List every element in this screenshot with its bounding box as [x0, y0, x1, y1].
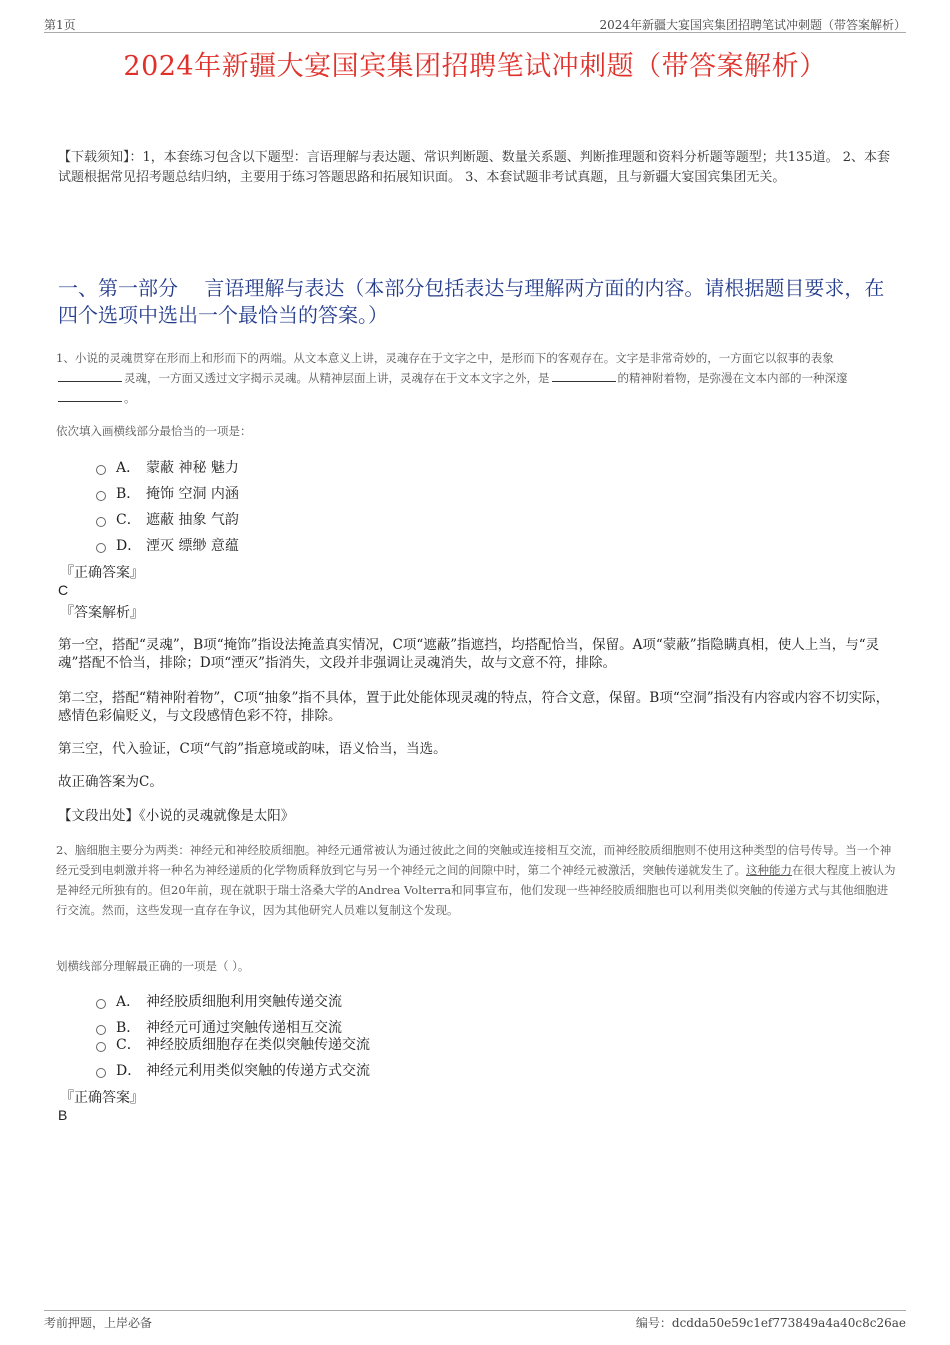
page-header — [44, 14, 906, 33]
option-text: 遮蔽 抽象 气韵 — [146, 512, 239, 528]
option-letter: D． — [116, 1063, 142, 1079]
option-letter: B． — [116, 1020, 141, 1036]
footer-slogan: 考前押题，上岸必备 — [44, 1316, 153, 1330]
radio-icon[interactable] — [96, 543, 106, 553]
option-text: 掩饰 空洞 内涵 — [146, 486, 239, 502]
page-number: 第1页 — [44, 18, 76, 32]
q2-text-part: 2、脑细胞主要分为两类：神经元和神经胶质细胞。神经元通常被认为通过彼此之间的突触或连接相互交流，而神经胶质细胞则不使用这种类型的信号传导。当一个神经元受到电刺激并将一种名为神经递质的化学物质释放到它与另一个神经元之间的间隙中时，第二个神经元被激活，突触传递就发生了。 — [56, 843, 892, 877]
q2-text-part: 在很大程度上被认为是神经元所独有的。但20年前，现在就职于瑞士洛桑大学的Andrea Volterra和同事宣布，他们发现一些神经胶质细胞也可以利用类似突触的传递方式与其他细胞进行交流。然而，这些发现一直存在争议，因为其他研究人员难以复制这个发现。 — [56, 863, 896, 917]
q1-analysis-paragraph: 第一空，搭配“灵魂”，B项“掩饰”指设法掩盖真实情况，C项“遮蔽”指遮挡，均搭配恰当，保留。A项“蒙蔽”指隐瞒真相，使人上当，与“灵魂”搭配不恰当，排除；D项“湮灭”指消失，文段并非强调让灵魂消失，故与文意不符，排除。 — [58, 637, 880, 671]
q1-option-b[interactable] — [96, 483, 239, 503]
q1-text-part: 1、小说的灵魂贯穿在形而上和形而下的两端。从文本意义上讲，灵魂存在于文字之中，是形而下的客观存在。文字是非常奇妙的，一方面它以叙事的表象 — [56, 351, 834, 365]
option-letter: C． — [116, 1037, 141, 1053]
q1-answer: C — [58, 582, 69, 598]
footer-code: 编号：dcdda50e59c1ef773849a4a40c8c26ae — [635, 1316, 906, 1330]
q2-underlined-phrase: 这种能力 — [746, 863, 792, 877]
blank-1 — [58, 370, 122, 382]
q1-text-part: 。 — [124, 391, 136, 405]
option-text: 神经元可通过突触传递相互交流 — [146, 1020, 342, 1036]
option-text: 神经元利用类似突触的传递方式交流 — [146, 1063, 370, 1079]
radio-icon[interactable] — [96, 517, 106, 527]
download-notice: 【下载须知】：1，本套练习包含以下题型：言语理解与表达题、常识判断题、数量关系题、判断推理题和资料分析题等题型；共135道。 2、本套试题根据常见招考题总结归纳，主要用于练习答题思路和拓展知识面。 3、本套试题非考试真题，且与新疆大宴国宾集团无关。 — [58, 150, 890, 185]
option-text: 神经胶质细胞存在类似突触传递交流 — [146, 1037, 370, 1053]
q2-option-d[interactable] — [96, 1060, 370, 1080]
q2-answer: B — [58, 1107, 68, 1123]
q2-option-c[interactable] — [96, 1034, 370, 1054]
option-text: 神经胶质细胞利用突触传递交流 — [146, 994, 342, 1010]
q1-text-part: 灵魂，一方面又透过文字揭示灵魂。从精神层面上讲，灵魂存在于文本文字之外，是 — [124, 371, 550, 385]
question-1-text — [56, 348, 898, 408]
blank-3 — [58, 390, 122, 402]
option-letter: A． — [116, 994, 141, 1010]
page-footer — [44, 1310, 906, 1331]
question-2-prompt: 划横线部分理解最正确的一项是（ ）。 — [56, 959, 250, 973]
question-2-text — [56, 840, 898, 920]
radio-icon[interactable] — [96, 465, 106, 475]
header-doc-title: 2024年新疆大宴国宾集团招聘笔试冲刺题（带答案解析） — [599, 18, 906, 32]
radio-icon[interactable] — [96, 491, 106, 501]
q1-analysis-paragraph: 故正确答案为C。 — [58, 774, 163, 790]
option-text: 湮灭 缥缈 意蕴 — [146, 538, 239, 554]
q2-option-a[interactable] — [96, 991, 342, 1011]
q1-analysis-paragraph: 第二空，搭配“精神附着物”，C项“抽象”指不具体，置于此处能体现灵魂的特点，符合文意，保留。B项“空洞”指没有内容或内容不切实际，感情色彩偏贬义，与文段感情色彩不符，排除。 — [58, 690, 890, 724]
page-title: 2024年新疆大宴国宾集团招聘笔试冲刺题（带答案解析） — [123, 51, 827, 82]
q1-analysis-paragraph: 第三空，代入验证，C项“气韵”指意境或韵味，语义恰当，当选。 — [58, 741, 447, 757]
q1-analysis-label: 『答案解析』 — [60, 605, 144, 621]
q1-answer-label: 『正确答案』 — [60, 565, 144, 581]
q1-option-a[interactable] — [96, 457, 239, 477]
option-letter: D． — [116, 538, 142, 554]
option-letter: B． — [116, 486, 141, 502]
option-text: 蒙蔽 神秘 魅力 — [146, 460, 239, 476]
q1-source: 【文段出处】《小说的灵魂就像是太阳》 — [58, 808, 295, 824]
q1-text-part: 的精神附着物，是弥漫在文本内部的一种深邃 — [617, 371, 848, 385]
question-1-prompt: 依次填入画横线部分最恰当的一项是： — [56, 424, 252, 438]
radio-icon[interactable] — [96, 1042, 106, 1052]
radio-icon[interactable] — [96, 999, 106, 1009]
option-letter: C． — [116, 512, 141, 528]
radio-icon[interactable] — [96, 1068, 106, 1078]
section-title: 一、第一部分 言语理解与表达（本部分包括表达与理解两方面的内容。请根据题目要求，在四个选项中选出一个最恰当的答案。） — [58, 276, 885, 327]
q1-option-c[interactable] — [96, 509, 239, 529]
blank-2 — [552, 370, 616, 382]
q1-option-d[interactable] — [96, 535, 239, 555]
q2-answer-label: 『正确答案』 — [60, 1090, 144, 1106]
option-letter: A． — [116, 460, 141, 476]
